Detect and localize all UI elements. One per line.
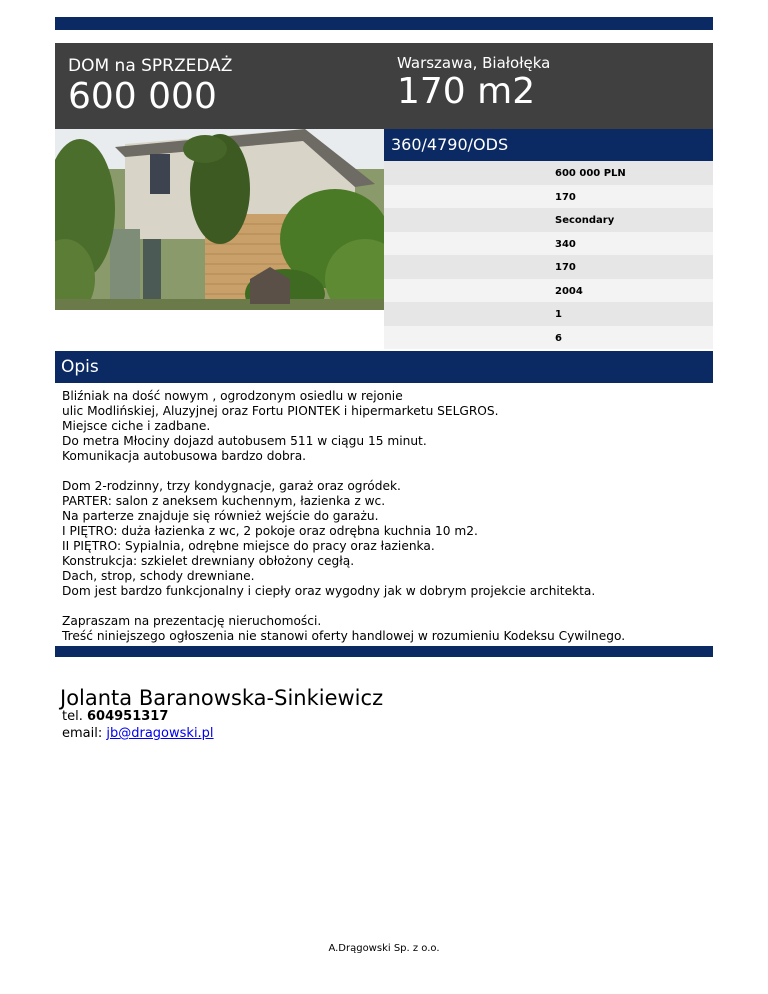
reference-number: 360/4790/ODS — [391, 135, 509, 154]
description-line: Zapraszam na prezentację nieruchomości. — [62, 614, 322, 628]
reference-bar — [384, 129, 713, 161]
detail-value: 170 — [555, 191, 576, 203]
email-label: email: — [62, 726, 103, 741]
property-photo — [55, 129, 384, 310]
detail-value: 340 — [555, 238, 576, 250]
description-header — [55, 351, 713, 383]
agent-name: Jolanta Baranowska-Sinkiewicz — [60, 686, 384, 710]
description-line: Komunikacja autobusowa bardzo dobra. — [62, 449, 307, 463]
detail-row-price — [384, 161, 713, 185]
phone-label: tel. — [62, 709, 83, 724]
description-line: Na parterze znajduje się również wejście do garażu. — [62, 509, 379, 523]
detail-row — [384, 326, 713, 350]
detail-row — [384, 255, 713, 279]
description-line: Dach, strop, schody drewniane. — [62, 569, 255, 583]
top-accent-bar — [55, 17, 713, 30]
description-title: Opis — [61, 357, 99, 377]
price-value: 600 000 — [68, 76, 217, 117]
description-line: Bliźniak na dość nowym , ogrodzonym osiedlu w rejonie — [62, 389, 403, 403]
description-line — [62, 464, 708, 479]
agent-email — [62, 726, 214, 741]
description-line: Miejsce ciche i zadbane. — [62, 419, 211, 433]
description-line: I PIĘTRO: duża łazienka z wc, 2 pokoje oraz odrębna kuchnia 10 m2. — [62, 524, 478, 538]
description-line — [62, 599, 708, 614]
detail-value: 170 — [555, 262, 576, 273]
detail-row — [384, 208, 713, 232]
description-line: PARTER: salon z aneksem kuchennym, łazienka z wc. — [62, 494, 386, 508]
detail-value: 600 000 PLN — [555, 168, 626, 179]
description-body — [62, 389, 708, 644]
detail-value: 1 — [555, 309, 562, 320]
agent-phone — [62, 709, 168, 724]
detail-row — [384, 185, 713, 209]
detail-row — [384, 232, 713, 256]
section-divider-bar — [55, 646, 713, 657]
detail-row — [384, 302, 713, 326]
description-line: Dom jest bardzo funkcjonalny i ciepły oraz wygodny jak w dobrym projekcie architekta. — [62, 584, 596, 598]
area-value: 170 m2 — [397, 71, 536, 112]
detail-value: 6 — [555, 332, 562, 344]
description-line: II PIĘTRO: Sypialnia, odrębne miejsce do pracy oraz łazienka. — [62, 539, 435, 553]
description-line: Do metra Młociny dojazd autobusem 511 w ciągu 15 minut. — [62, 434, 427, 448]
description-line: Dom 2-rodzinny, trzy kondygnacje, garaż oraz ogródek. — [62, 479, 401, 493]
detail-value: Secondary — [555, 215, 615, 226]
details-table — [384, 161, 713, 349]
email-link[interactable]: jb@dragowski.pl — [106, 726, 214, 741]
detail-value: 2004 — [555, 285, 583, 297]
location-label: Warszawa, Białołęka — [397, 54, 551, 72]
description-line: Konstrukcja: szkielet drewniany obłożony cegłą. — [62, 554, 355, 568]
detail-row — [384, 279, 713, 303]
description-line: Treść niniejszego ogłoszenia nie stanowi oferty handlowej w rozumieniu Kodeksu Cywilnego. — [62, 629, 626, 643]
description-line: ulic Modlińskiej, Aluzyjnej oraz Fortu PIONTEK i hipermarketu SELGROS. — [62, 404, 499, 418]
listing-header — [55, 43, 713, 129]
footer-company: A.Drągowski Sp. z o.o. — [328, 943, 440, 954]
phone-number: 604951317 — [86, 709, 169, 724]
property-type-label: DOM na SPRZEDAŻ — [68, 56, 233, 76]
